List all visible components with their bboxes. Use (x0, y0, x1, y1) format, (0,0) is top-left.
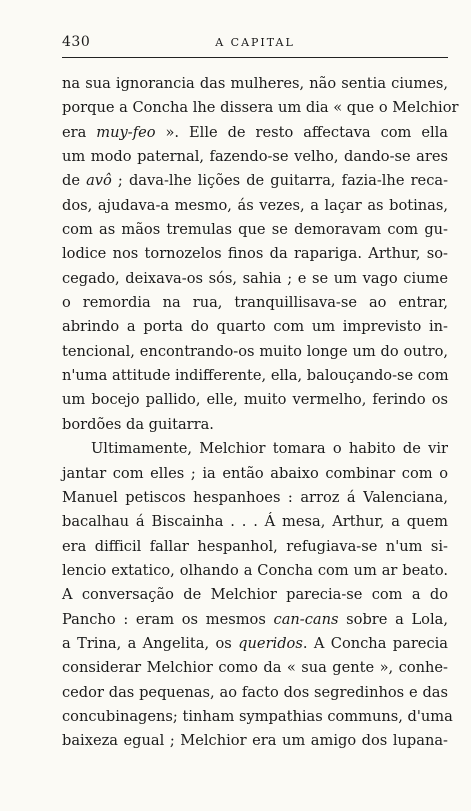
text-line (62, 486, 448, 510)
body-text (62, 72, 459, 754)
text-line (62, 437, 448, 461)
text-segment: sobre a Lola, (338, 610, 448, 628)
text-line (62, 218, 448, 242)
text-segment: um modo paternal, fazendo-se velho, dando-se ares (62, 148, 448, 166)
text-line (62, 145, 448, 169)
italic-segment: can-cans (273, 610, 339, 628)
text-segment: A conversação de Melchior parecia-se com a do (62, 586, 448, 604)
italic-segment: muy-feo (96, 123, 156, 141)
text-segment: era difficil fallar hespanhol, refugiava-se n'um si- (62, 537, 448, 555)
text-segment: era (62, 123, 97, 141)
text-line (62, 705, 453, 729)
text-line (62, 681, 448, 705)
italic-segment: queridos (238, 634, 303, 652)
text-line (62, 462, 448, 486)
text-segment: ; dava-lhe lições de guitarra, fazia-lhe reca- (111, 172, 448, 190)
page-header (62, 34, 448, 54)
running-title: A CAPITAL (215, 36, 295, 49)
text-line (62, 291, 448, 315)
text-segment: abrindo a porta do quarto com um imprevisto in- (62, 318, 448, 336)
text-segment: considerar Melchior como da « sua gente », conhe- (62, 659, 448, 677)
text-segment: dos, ajudava-a mesmo, ás vezes, a laçar as botinas, (62, 196, 448, 214)
text-line (62, 242, 448, 266)
text-line (62, 656, 448, 680)
text-segment: porque a Concha lhe dissera um dia « que o Melchior (62, 99, 459, 117)
text-segment: um bocejo pallido, elle, muito vermelho, ferindo os (62, 391, 448, 409)
text-line (62, 72, 448, 96)
text-segment: bacalhau á Biscainha . . . Á mesa, Arthur, a quem (62, 513, 448, 531)
text-segment: com as mãos tremulas que se demoravam com gu- (62, 221, 448, 239)
text-segment: cedor das pequenas, ao facto dos segredinhos e das (62, 683, 448, 701)
text-segment: jantar com elles ; ia então abaixo combinar com o (62, 464, 448, 482)
text-line (62, 267, 448, 291)
text-line (62, 632, 448, 656)
text-segment: tencional, encontrando-os muito longe um do outro, (62, 342, 448, 360)
page-number: 430 (62, 34, 91, 50)
italic-segment: avô (86, 172, 112, 190)
text-segment: baixeza egual ; Melchior era um amigo dos lupana- (62, 732, 448, 750)
text-segment: o remordia na rua, tranquillisava-se ao entrar, (62, 294, 448, 312)
text-line (62, 121, 448, 145)
text-line (62, 413, 448, 437)
text-segment: na sua ignorancia das mulheres, não sentia ciumes, (62, 75, 448, 92)
text-segment: de (62, 172, 87, 190)
text-line (62, 729, 448, 753)
text-segment: concubinagens; tinham sympathias communs, d'uma (62, 707, 453, 725)
text-segment: n'uma attitude indifferente, ella, balouçando-se com (62, 367, 449, 385)
text-segment: bordões da guitarra. (62, 415, 214, 433)
text-line (62, 169, 448, 193)
text-segment: Manuel petiscos hespanhoes : arroz á Valenciana, (62, 488, 448, 506)
text-line (62, 315, 448, 339)
text-segment: cegado, deixava-os sós, sahia ; e se um vago ciume (62, 269, 448, 287)
text-line (62, 388, 448, 412)
text-segment: Ultimamente, Melchior tomara o habito de vir (91, 440, 448, 458)
text-segment: lodice nos tornozelos finos da rapariga. Arthur, so- (62, 245, 448, 263)
text-line (62, 535, 448, 559)
header-rule (62, 57, 448, 58)
text-line (62, 340, 448, 364)
text-segment: lencio extatico, olhando a Concha com um ar beato. (62, 561, 448, 579)
text-line (62, 608, 448, 632)
text-line (62, 583, 448, 607)
text-segment: a Trina, a Angelita, os (62, 634, 239, 652)
text-line (62, 364, 448, 388)
text-line (62, 194, 448, 218)
text-line (62, 510, 448, 534)
text-segment: Pancho : eram os mesmos (62, 610, 274, 628)
text-segment: . A Concha parecia (302, 634, 448, 652)
text-line (62, 559, 448, 583)
text-line (62, 96, 459, 120)
text-segment: ». Elle de resto affectava com ella (155, 123, 449, 141)
